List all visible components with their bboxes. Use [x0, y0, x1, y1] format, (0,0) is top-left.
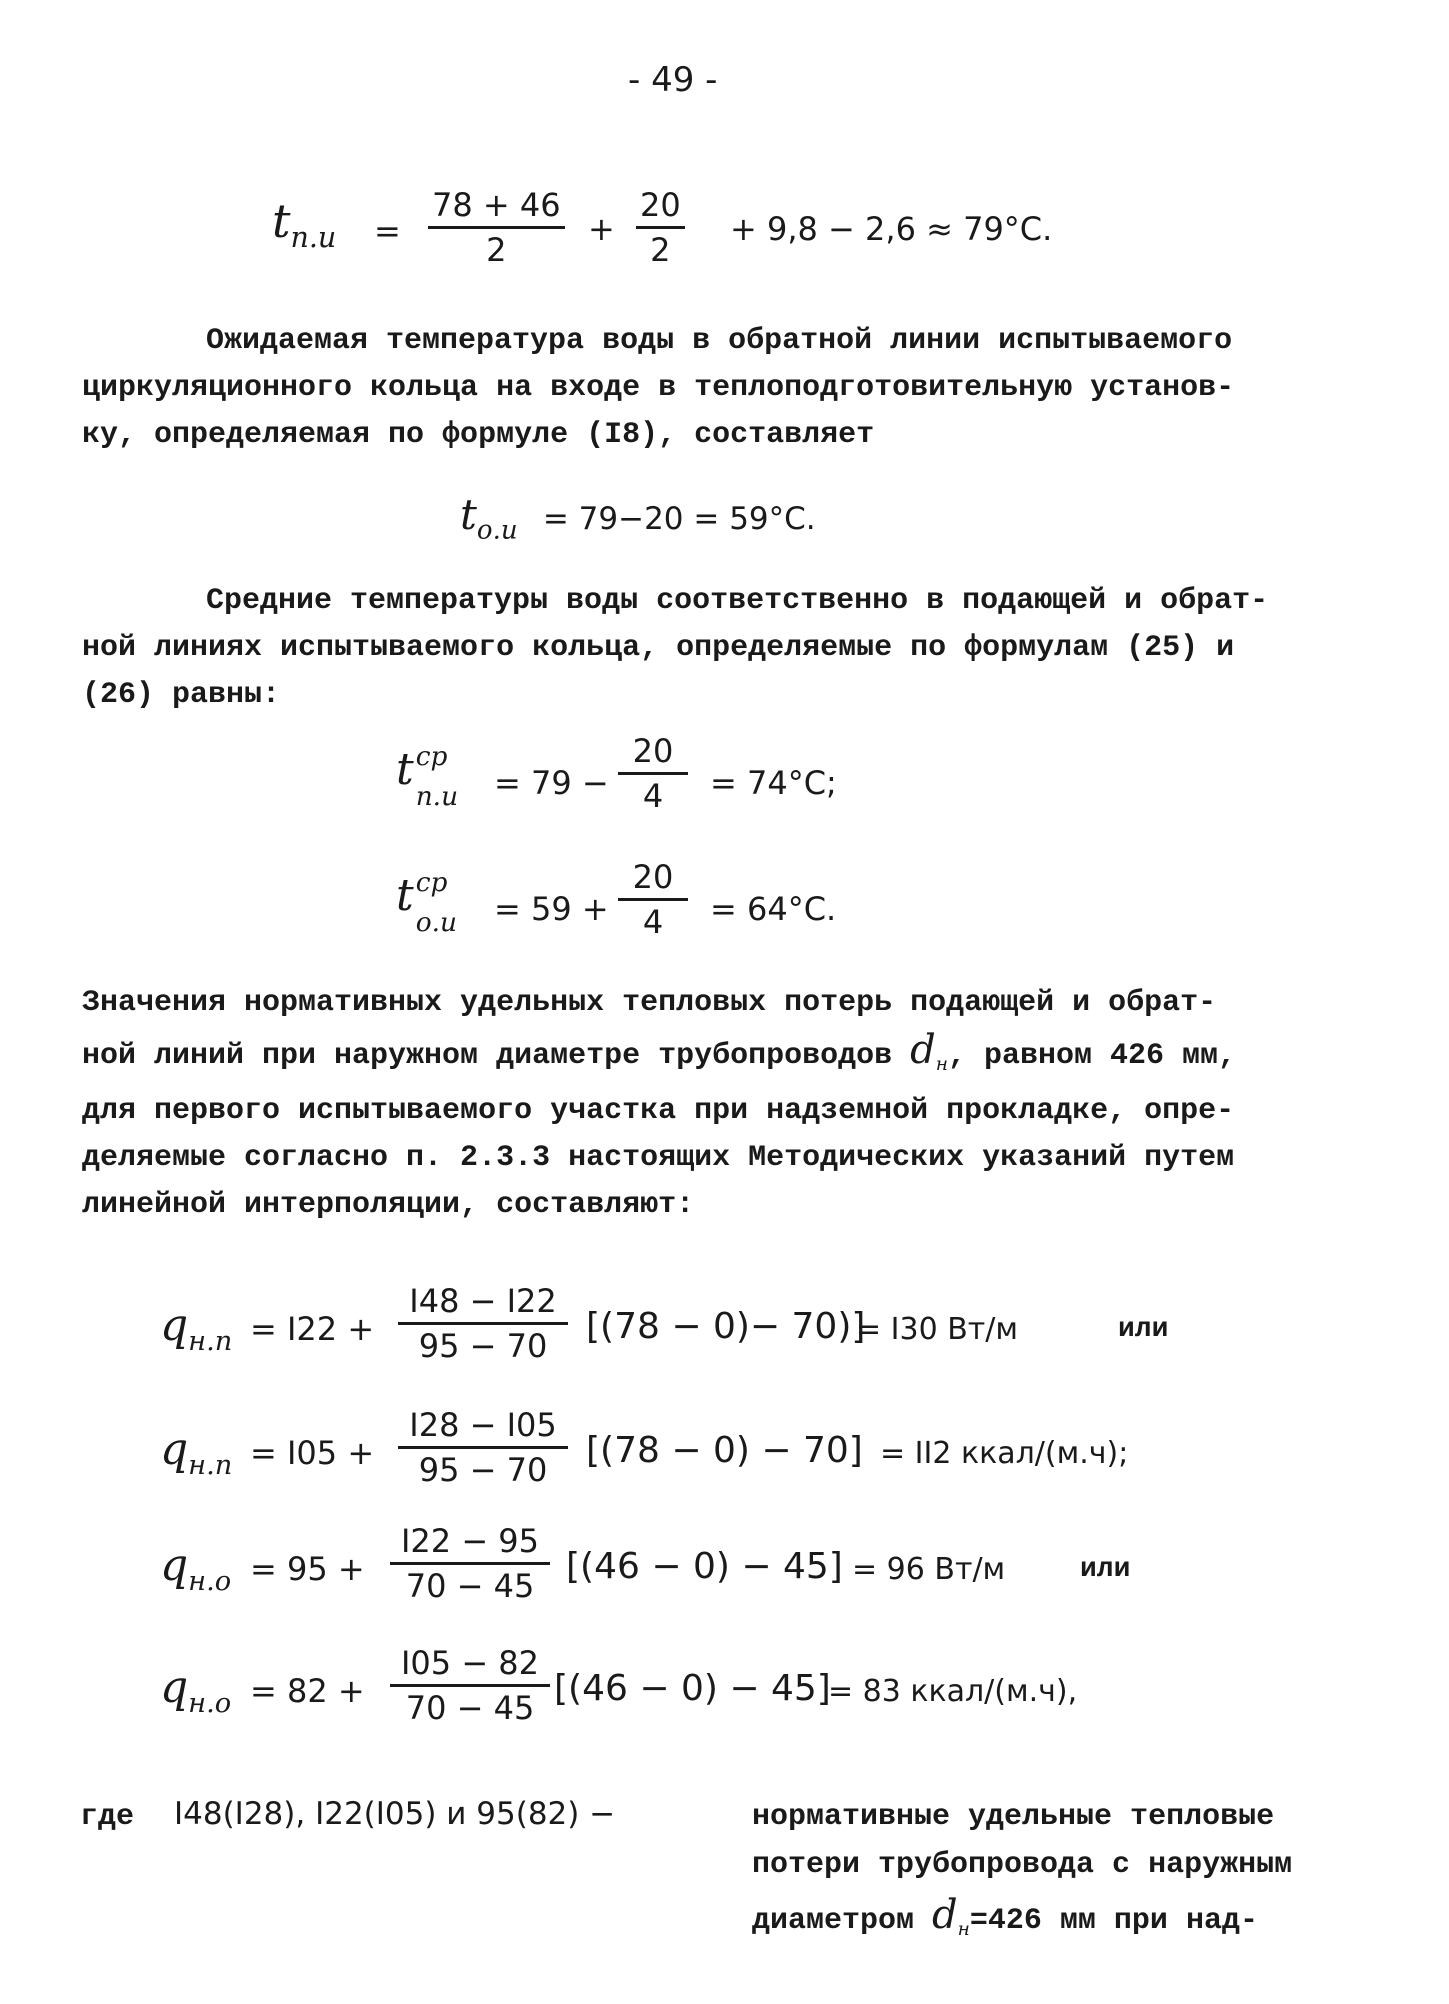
eq-q2-right: = II2 ккал/(м.ч); — [880, 1436, 1129, 1471]
eq-q4-fraction: $\frac{I05 - 82}{70 - 45}$ — [390, 1644, 550, 1727]
eq-tcp-p-lhs: t ср п.и — [396, 741, 459, 813]
where-definition-line: потери трубопровода с наружным — [752, 1848, 1293, 1882]
paragraph-line: ной линий при наружном диаметре трубопроводов $d_н$, равном 426 мм, — [82, 1027, 1237, 1075]
page-number: - 49 - — [628, 60, 718, 100]
eq-q1-fraction: $\frac{I48 - I22}{95 - 70}$ — [398, 1282, 568, 1365]
paragraph-line: деляемые согласно п. 2.3.3 настоящих Методических указаний путем — [82, 1141, 1235, 1175]
paragraph-line: Ожидаемая температура воды в обратной линии испытываемого — [206, 324, 1233, 358]
eq-tcp-p-right: = 74°С; — [710, 764, 837, 802]
paragraph-line: ку, определяемая по формуле (I8), составляет — [82, 418, 875, 452]
eq-q1-lhs: $q_{н.п}$ — [160, 1300, 233, 1357]
eq-q3-lhs: $q_{н.о}$ — [160, 1540, 232, 1597]
eq-tcp-p-fraction: $\frac{20}{4}$ — [618, 732, 688, 815]
eq-tpi-lhs: $t_{п.и}$ — [272, 194, 337, 255]
eq-tcp-p-left: = 79 − — [494, 764, 609, 802]
eq-q3-left: = 95 + — [250, 1550, 365, 1588]
paragraph-line: для первого испытываемого участка при надземной прокладке, опре- — [82, 1094, 1235, 1128]
paragraph-line: циркуляционного кольца на входе в теплоподготовительную установ- — [82, 371, 1235, 405]
paragraph-line: Средние температуры воды соответственно в подающей и обрат- — [206, 584, 1269, 618]
paragraph-return-temp — [82, 318, 1372, 459]
where-definition-line: нормативные удельные тепловые — [752, 1800, 1275, 1834]
eq-tcp-o-lhs: t ср о.и — [396, 867, 457, 939]
equation-t-return: $t_{о.и} = 79-20 = 59^\circ С$. — [460, 490, 816, 546]
eq-tcp-o-right: = 64°С. — [710, 890, 837, 928]
paragraph-mean-temp — [82, 578, 1372, 719]
eq-q3-tail: или — [1080, 1554, 1131, 1585]
eq-tpi-rest: + 9,8 − 2,6 ≈ 79°С. — [730, 210, 1053, 248]
eq-q2-left: = I05 + — [250, 1434, 375, 1472]
eq-tpi-equals: = — [374, 212, 401, 250]
where-refs: I48(I28), I22(I05) и 95(82) − — [174, 1796, 616, 1832]
eq-q4-lhs: $q_{н.о}$ — [160, 1662, 232, 1719]
eq-q1-left: = I22 + — [250, 1310, 375, 1348]
eq-q3-fraction: $\frac{I22 - 95}{70 - 45}$ — [390, 1522, 550, 1605]
paragraph-line: (26) равны: — [82, 678, 281, 712]
eq-q3-right: = 96 Вт/м — [852, 1552, 1006, 1587]
eq-q4-left: = 82 + — [250, 1672, 365, 1710]
paragraph-line: линейной интерполяции, составляют: — [82, 1188, 695, 1222]
eq-tpi-fraction-1: $\frac{78 + 46}{2}$ — [428, 186, 565, 269]
eq-q1-right: = I30 Вт/м — [856, 1312, 1019, 1347]
eq-q2-lhs: $q_{н.п}$ — [160, 1424, 233, 1481]
eq-q4-right: = 83 ккал/(м.ч), — [828, 1674, 1078, 1709]
eq-q4-bracket: [(46 − 0) − 45] — [554, 1668, 831, 1709]
eq-q2-fraction: $\frac{I28 - I05}{95 - 70}$ — [398, 1406, 568, 1489]
eq-tcp-o-fraction: $\frac{20}{4}$ — [618, 858, 688, 941]
eq-q1-tail: или — [1118, 1314, 1169, 1345]
eq-tpi-fraction-2: $\frac{20}{2}$ — [636, 186, 685, 269]
eq-q3-bracket: [(46 − 0) − 45] — [566, 1546, 843, 1587]
eq-tcp-o-left: = 59 + — [494, 890, 609, 928]
where-word: где — [80, 1800, 135, 1834]
paragraph-line: Значения нормативных удельных тепловых потерь подающей и обрат- — [82, 986, 1217, 1020]
where-definition-line: диаметром $d_н=426$ мм при над- — [752, 1892, 1258, 1940]
eq-q1-bracket: [(78 − 0)− 70)] — [586, 1306, 866, 1347]
paragraph-heat-losses — [82, 980, 1372, 1229]
eq-q2-bracket: [(78 − 0) − 70] — [586, 1430, 863, 1471]
eq-tpi-plus: + — [588, 210, 615, 248]
paragraph-line: ной линиях испытываемого кольца, определяемые по формулам (25) и — [82, 631, 1235, 665]
